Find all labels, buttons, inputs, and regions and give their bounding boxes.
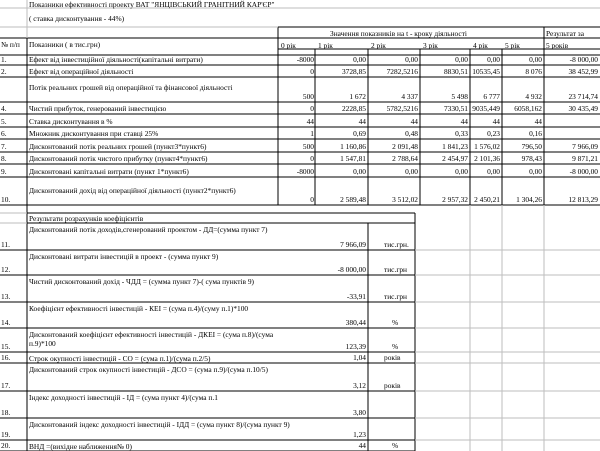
row-value: 0,69	[353, 129, 366, 138]
result-label: Чистий дисконтований дохід - ЧДД = (сумма пункт 7)-( сума пунктів 9)	[29, 277, 254, 286]
row-value: 500	[302, 142, 314, 151]
row-value: 4 932	[525, 92, 542, 101]
header-step-5: 5 рік	[505, 41, 520, 50]
row-value: 0,00	[455, 167, 468, 176]
row-number: 6.	[1, 129, 7, 138]
row-value: 2 788,64	[392, 154, 418, 163]
header-result-group: Результат за	[546, 29, 584, 38]
result-unit: %	[392, 342, 399, 351]
result-value: 1,23	[353, 430, 366, 439]
results-header: Результати розрахунків коефіцієнтів	[29, 214, 144, 223]
header-indicator: Показники ( в тис.грн)	[29, 40, 101, 49]
row-value: 0,00	[405, 55, 418, 64]
result-value: 44	[358, 441, 366, 450]
row-value: 1 547,81	[340, 154, 366, 163]
result-number: 11.	[1, 240, 10, 249]
row-value: 1	[310, 129, 314, 138]
row-value: 5782,5216	[386, 104, 418, 113]
result-number: 18.	[1, 408, 11, 417]
row-value: 6 777	[483, 92, 500, 101]
row-value: 44	[460, 117, 468, 126]
result-label: Дисконтований строк окупності інвестицій - ДСО = (сума п.9)/(сума п.10/5)	[29, 365, 268, 374]
row-value: 2228,85	[341, 104, 366, 113]
row-value: 12 813,29	[568, 195, 598, 204]
row-number: 8.	[1, 154, 7, 163]
result-value: -33,91	[346, 292, 366, 301]
header-values-group: Значення показників на t - кроку діяльності	[330, 29, 467, 38]
header-num: № п/п	[1, 40, 20, 49]
row-number: 5.	[1, 117, 7, 126]
row-value: -8000	[296, 55, 314, 64]
row-value: 44	[534, 117, 542, 126]
row-value: 30 435,49	[568, 104, 598, 113]
row-value: 3728,85	[341, 67, 366, 76]
row-value: 0	[310, 154, 314, 163]
row-label: Дисконтований потік чистого прибутку (пункт4*пункт6)	[29, 154, 208, 163]
row-value: 8830,51	[443, 67, 468, 76]
result-number: 15.	[1, 342, 11, 351]
row-value: 0,00	[529, 167, 542, 176]
row-value: 0,48	[405, 129, 418, 138]
row-value: 9 871,21	[572, 154, 598, 163]
row-value: 5 498	[451, 92, 468, 101]
row-value: 1 304,26	[516, 195, 542, 204]
row-value: 9035,449	[472, 104, 500, 113]
row-value: 44	[492, 117, 500, 126]
row-label: Дисконтовані капітальні витрати (пункт 1*пункт6)	[29, 167, 189, 176]
header-step-1: 1 рік	[318, 41, 333, 50]
result-unit: %	[392, 441, 399, 450]
row-label: Ставка дисконтування в %	[29, 117, 113, 126]
row-value: 0,00	[487, 167, 500, 176]
row-value: 3 512,02	[392, 195, 418, 204]
row-value: 6058,162	[514, 104, 542, 113]
row-number: 4.	[1, 104, 7, 113]
result-label: Дисконтовані витрати інвестицій в проект - (сумма пункт 9)	[29, 252, 219, 261]
row-value: 2 091,48	[392, 142, 418, 151]
row-label: Дисконтований потік реальних грошей (пункт3*пункт6)	[29, 142, 207, 151]
row-value: 44	[410, 117, 418, 126]
row-value: 23 714,74	[568, 92, 598, 101]
row-value: 0,00	[529, 55, 542, 64]
row-value: 7282,5216	[386, 67, 418, 76]
result-number: 20.	[1, 441, 11, 450]
result-label: Строк окупності інвестицій - СО = (сума п.1)/(сума п.2/5)	[29, 354, 211, 363]
result-unit: років	[384, 353, 401, 362]
result-value: 3,12	[353, 381, 366, 390]
row-label: Потік реальних грошей від операційної та фінансової діяльності	[29, 83, 233, 92]
row-value: 4 337	[401, 92, 418, 101]
row-value: 1 160,86	[340, 142, 366, 151]
row-value: 0	[310, 67, 314, 76]
row-number: 2.	[1, 67, 7, 76]
result-number: 19.	[1, 430, 11, 439]
row-value: 44	[306, 117, 314, 126]
result-value: 7 966,09	[340, 240, 366, 249]
row-number: 7.	[1, 142, 7, 151]
row-number: 9.	[1, 167, 7, 176]
row-value: 0,00	[487, 55, 500, 64]
row-value: 2 454,97	[442, 154, 468, 163]
result-number: 17.	[1, 381, 11, 390]
row-value: 1 841,23	[442, 142, 468, 151]
result-unit: тис.грн.	[384, 240, 409, 249]
result-unit: років	[384, 381, 401, 390]
row-value: 1 576,02	[474, 142, 500, 151]
row-value: 7 966,09	[572, 142, 598, 151]
row-value: 0,16	[529, 129, 542, 138]
row-value: 10535,45	[472, 67, 500, 76]
row-value: 0,00	[353, 55, 366, 64]
row-value: 0,00	[353, 167, 366, 176]
result-label: ВНД =(вихідне наближення№ 0)	[29, 442, 132, 451]
result-unit: %	[392, 318, 399, 327]
result-value: 1,04	[353, 353, 366, 362]
row-value: 7330,51	[443, 104, 468, 113]
header-step-total: 5 років	[546, 41, 569, 50]
header-step-4: 4 рік	[473, 41, 488, 50]
row-value: 0,33	[455, 129, 468, 138]
result-value: 3,80	[353, 408, 366, 417]
result-number: 13.	[1, 292, 11, 301]
row-value: 0,23	[487, 129, 500, 138]
row-label: Множник дисконтування при ставці 25%	[29, 129, 159, 138]
row-value: -8000	[296, 167, 314, 176]
result-label: Дисконтований потік доходів,сгенерований проектом - ДД=(сумма пункт 7)	[29, 225, 268, 234]
row-number: 10.	[1, 195, 11, 204]
row-number: 1.	[1, 55, 7, 64]
header-step-3: 3 рік	[423, 41, 438, 50]
row-label: Дисконтований дохід від операційної діяльності (пункт2*пункт6)	[29, 186, 236, 195]
result-number: 14.	[1, 318, 11, 327]
row-label: Ефект від інвестиційної діяльності(капітальні витрати)	[29, 55, 203, 64]
result-unit: тис.грн	[384, 292, 407, 301]
page-subtitle: ( ставка дисконтування - 44%)	[29, 14, 125, 23]
row-value: 2 589,48	[340, 195, 366, 204]
result-label: Дисконтований індекс доходності інвестицій - ІДД = (сума пункт 8)/(сума пункт 9)	[29, 420, 290, 429]
result-value: 123,39	[345, 342, 366, 351]
row-value: 2 101,36	[474, 154, 500, 163]
row-value: 2 957,32	[442, 195, 468, 204]
page-title: Показники ефективності проекту ВАТ "ЯНЦІВСЬКИЙ ГРАНІТНИЙ КАР'ЄР"	[29, 0, 275, 9]
result-number: 16.	[1, 353, 11, 362]
row-value: 0,00	[455, 55, 468, 64]
result-unit: тис.грн	[384, 265, 407, 274]
row-value: 0	[310, 104, 314, 113]
row-value: 8 076	[525, 67, 542, 76]
row-value: 44	[358, 117, 366, 126]
row-value: 2 450,21	[474, 195, 500, 204]
row-value: -8 000,00	[569, 167, 598, 176]
row-value: 500	[302, 92, 314, 101]
row-value: 38 452,99	[568, 67, 598, 76]
result-label: Індекс доходності інвестицій - ІД = (сума пункт 4)/(сума п.1	[29, 393, 218, 402]
row-value: 0	[310, 195, 314, 204]
row-value: 0,00	[405, 167, 418, 176]
row-value: 978,43	[521, 154, 542, 163]
result-label: Дисконтований коефіцієнт ефективності інвестицій - ДКЕІ = (сума п.8)/(сума п.9)*100	[29, 330, 274, 348]
row-label: Чистий прибуток, генерований інвестицією	[29, 104, 167, 113]
result-value: -8 000,00	[337, 265, 366, 274]
result-value: 380,44	[345, 318, 366, 327]
row-label: Ефект від операційної діяльності	[29, 67, 134, 76]
result-label: Коефіцієнт ефективності інвестицій - КЕІ = (сума п.4)/(суму п.1)*100	[29, 304, 249, 313]
row-value: 796,50	[521, 142, 542, 151]
result-number: 12.	[1, 265, 11, 274]
row-value: 1 672	[349, 92, 366, 101]
row-value: -8 000,00	[569, 55, 598, 64]
header-step-2: 2 рік	[371, 41, 386, 50]
header-step-0: 0 рік	[281, 41, 296, 50]
